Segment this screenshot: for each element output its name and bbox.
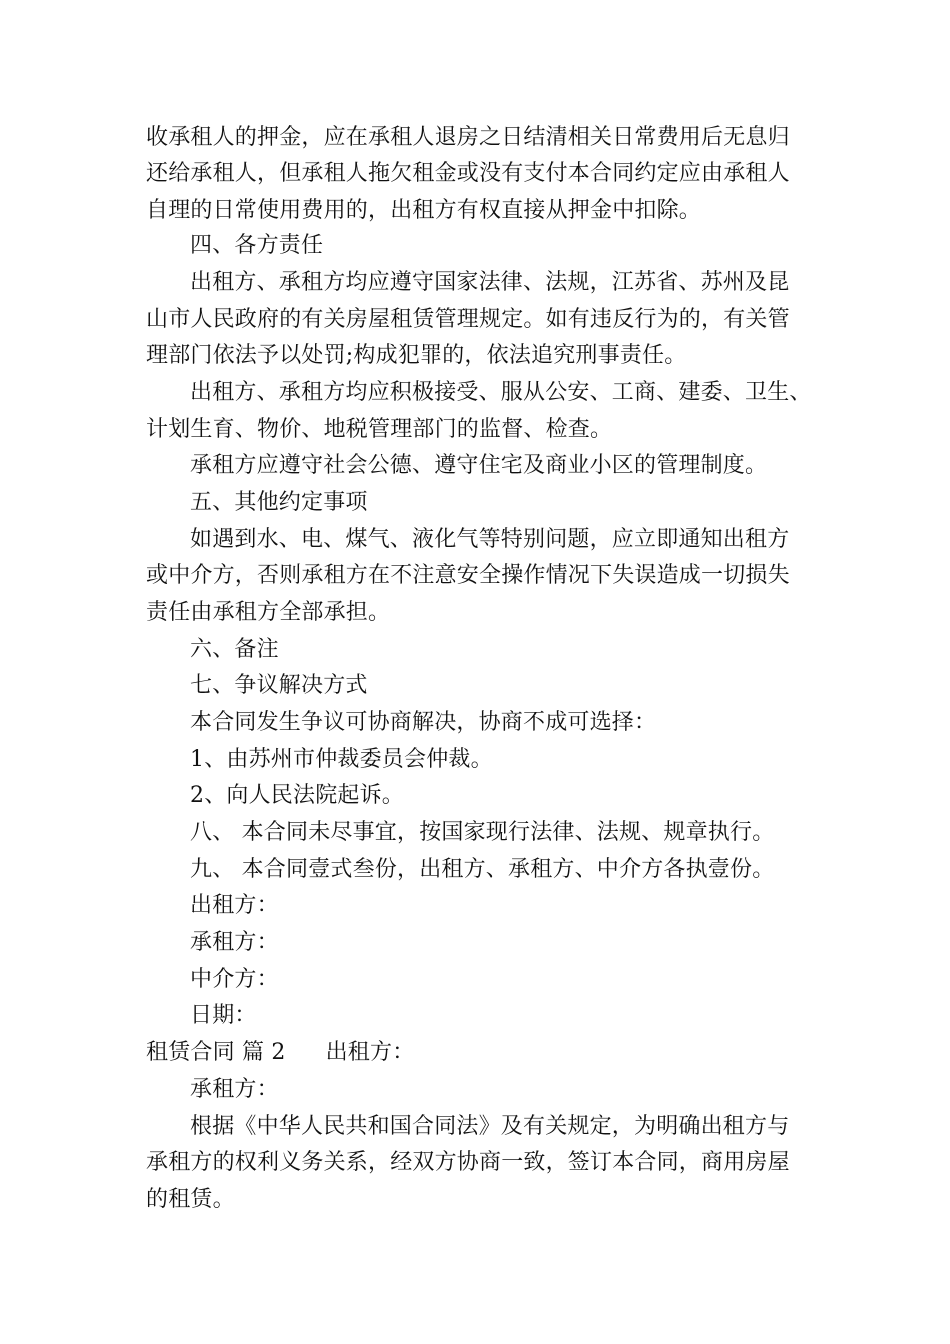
contract-title-line — [146, 1037, 414, 1069]
paragraph-line: 收承租人的押金，应在承租人退房之日结清相关日常费用后无息归 — [146, 125, 790, 150]
paragraph-line: 如遇到水、电、煤气、液化气等特别问题，应立即通知出租方 — [190, 527, 790, 552]
paragraph-line: 责任由承租方全部承担。 — [146, 600, 391, 625]
paragraph-line: 山市人民政府的有关房屋租赁管理规定。如有违反行为的，有关管 — [146, 307, 790, 332]
lessee-label: 承租方： — [190, 1077, 279, 1102]
section-heading: 六、备注 — [190, 637, 279, 662]
date-line: 日期： — [190, 1003, 257, 1028]
paragraph-line: 九、 本合同壹式叁份，出租方、承租方、中介方各执壹份。 — [190, 857, 775, 882]
paragraph-line: 的租赁。 — [146, 1187, 235, 1212]
paragraph-line: 或中介方，否则承租方在不注意安全操作情况下失误造成一切损失 — [146, 563, 790, 588]
paragraph-line: 八、 本合同未尽事宜，按国家现行法律、法规、规章执行。 — [190, 820, 775, 845]
lessor-label: 出租方： — [325, 1040, 415, 1065]
paragraph-line: 出租方、承租方均应积极接受、服从公安、工商、建委、卫生、 — [190, 380, 812, 405]
section-heading: 五、其他约定事项 — [190, 490, 368, 515]
paragraph-line: 根据《中华人民共和国合同法》及有关规定，为明确出租方与 — [190, 1114, 790, 1139]
signature-line-agent: 中介方： — [190, 967, 279, 992]
paragraph-line: 出租方、承租方均应遵守国家法律、法规，江苏省、苏州及昆 — [190, 270, 790, 295]
paragraph-line: 本合同发生争议可协商解决，协商不成可选择： — [190, 710, 657, 735]
section-heading: 四、各方责任 — [190, 233, 324, 258]
paragraph-line: 自理的日常使用费用的，出租方有权直接从押金中扣除。 — [146, 198, 702, 223]
list-item: 2、向人民法院起诉。 — [190, 783, 404, 808]
paragraph-line: 还给承租人，但承租人拖欠租金或没有支付本合同约定应由承租人 — [146, 161, 790, 186]
signature-line-lessee: 承租方： — [190, 930, 279, 955]
section-heading: 七、争议解决方式 — [190, 673, 368, 698]
list-item: 1、由苏州市仲裁委员会仲裁。 — [190, 747, 493, 772]
contract-title: 租赁合同 篇 2 — [146, 1040, 286, 1065]
paragraph-line: 承租方应遵守社会公德、遵守住宅及商业小区的管理制度。 — [190, 453, 768, 478]
paragraph-line: 计划生育、物价、地税管理部门的监督、检查。 — [146, 417, 613, 442]
paragraph-line: 理部门依法予以处罚;构成犯罪的，依法追究刑事责任。 — [146, 343, 687, 368]
paragraph-line: 承租方的权利义务关系，经双方协商一致，签订本合同，商用房屋 — [146, 1150, 790, 1175]
signature-line-lessor: 出租方： — [190, 893, 279, 918]
